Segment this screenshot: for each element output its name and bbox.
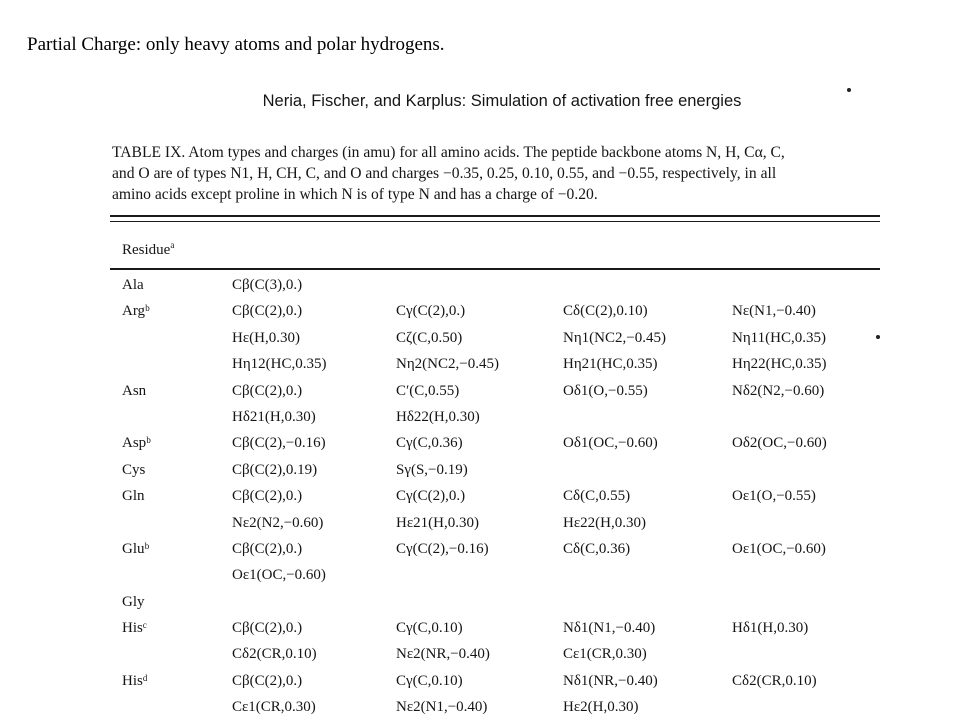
table-row [100,541,900,567]
residue-name: Argᵇ [122,303,150,320]
table-top-rule-thin [110,221,880,222]
atom-charge-cell: Cε1(CR,0.30) [232,699,316,716]
atom-charge-cell: Cγ(C(2),−0.16) [396,540,489,557]
atom-charge-cell: Nη2(NC2,−0.45) [396,356,499,373]
atom-charge-cell: Cβ(C(2),0.19) [232,461,318,478]
atom-charge-cell: Hε2(H,0.30) [563,699,639,716]
table-row [100,488,900,514]
table-caption [112,142,882,205]
atom-charge-cell: Oε1(O,−0.55) [732,488,816,505]
caption-line: TABLE IX. Atom types and charges (in amu) for all amino acids. The peptide backbone atoms N, H, Cα, C, [112,144,785,161]
atom-charge-cell: Oδ1(OC,−0.60) [563,435,658,452]
scan-speck [847,88,851,92]
atom-charge-cell: Hδ22(H,0.30) [396,408,480,425]
table-row [100,409,900,435]
table-row [100,594,900,620]
atom-charge-cell: Cβ(C(3),0.) [232,277,303,293]
atom-charge-cell: Hη22(HC,0.35) [732,356,827,373]
table-row [100,277,900,303]
atom-charge-cell: Nη1(NC2,−0.45) [563,329,666,346]
atom-charge-cell: Nε2(N1,−0.40) [396,699,488,716]
atom-charge-cell: Cβ(C(2),0.) [232,303,303,320]
atom-charge-cell: Nδ2(N2,−0.60) [732,382,825,399]
atom-charge-cell: Oδ1(O,−0.55) [563,382,648,399]
atom-charge-cell: Oε1(OC,−0.60) [232,567,326,584]
table-row [100,646,900,672]
residue-name: Gly [122,593,145,610]
atom-charge-cell: Oε1(OC,−0.60) [732,540,826,557]
atom-charge-cell: Cβ(C(2),0.) [232,540,303,557]
caption-line: amino acids except proline in which N is of type N and has a charge of −0.20. [112,186,598,203]
atom-charge-cell: Nε2(N2,−0.60) [232,514,324,531]
residue-name: Aspᵇ [122,435,151,452]
atom-charge-cell: Cδ(C,0.55) [563,488,631,505]
atom-charge-cell: Oδ2(OC,−0.60) [732,435,827,452]
atom-charge-cell: Hη21(HC,0.35) [563,356,658,373]
table-row [100,356,900,382]
table-row [100,515,900,541]
atom-charge-cell: Cβ(C(2),−0.16) [232,435,326,452]
residue-column-header: Residue$^a$ [122,240,175,258]
atom-charge-cell: C′(C,0.55) [396,382,460,399]
atom-charge-cell: Sγ(S,−0.19) [396,461,468,478]
slide-title: Partial Charge: only heavy atoms and polar hydrogens. [27,34,445,55]
atom-charge-cell: Hδ1(H,0.30) [732,620,809,637]
atom-charge-cell: Hδ21(H,0.30) [232,408,316,425]
table-top-rule [110,215,880,217]
atom-charge-cell: Cδ(C(2),0.10) [563,303,648,320]
atom-charge-cell: Nδ1(NR,−0.40) [563,672,658,689]
atom-charge-cell: Cγ(C,0.10) [396,672,463,689]
atom-charge-cell: Cζ(C,0.50) [396,329,463,346]
atom-charge-cell: Cβ(C(2),0.) [232,620,303,637]
atom-charge-cell: Hε(H,0.30) [232,329,300,346]
atom-charge-cell: Cγ(C,0.10) [396,620,463,637]
table-row [100,462,900,488]
atom-charge-cell: Cγ(C(2),0.) [396,488,466,505]
table-row [100,620,900,646]
atom-charge-cell: Cγ(C,0.36) [396,435,463,452]
atom-charge-cell: Cβ(C(2),0.) [232,382,303,399]
residue-name: Gln [122,488,145,505]
residue-name: Gluᵇ [122,540,150,557]
atom-charge-cell: Hε21(H,0.30) [396,514,479,531]
residue-name: Cys [122,461,146,478]
atom-charge-cell: Nε2(NR,−0.40) [396,646,490,663]
residue-name: Ala [122,277,144,293]
header-rule [110,268,880,270]
atom-charge-cell: Cδ2(CR,0.10) [232,646,317,663]
table-body [100,277,900,726]
table-row [100,435,900,461]
atom-charge-cell: Cδ2(CR,0.10) [732,672,817,689]
atom-charge-cell: Hη12(HC,0.35) [232,356,327,373]
table-row [100,699,900,725]
table-row [100,330,900,356]
caption-line: and O are of types N1, H, CH, C, and O and charges −0.35, 0.25, 0.10, 0.55, and −0.55, respectively, in all [112,165,777,182]
residue-name: Hisᵈ [122,672,148,689]
atom-charge-cell: Cβ(C(2),0.) [232,672,303,689]
atom-charge-cell: Nε(N1,−0.40) [732,303,816,320]
table-row [100,567,900,593]
table-row [100,383,900,409]
atom-charge-cell: Hε22(H,0.30) [563,514,646,531]
residue-name: Hisᶜ [122,620,147,637]
atom-charge-cell: Cδ(C,0.36) [563,540,631,557]
atom-charge-cell: Cε1(CR,0.30) [563,646,647,663]
atom-charge-cell: Nη11(HC,0.35) [732,329,826,346]
scanned-table-image [100,80,900,720]
table-row [100,303,900,329]
table-row [100,673,900,699]
residue-name: Asn [122,382,147,399]
atom-charge-cell: Nδ1(N1,−0.40) [563,620,656,637]
atom-charge-cell: Cβ(C(2),0.) [232,488,303,505]
atom-charge-cell: Cγ(C(2),0.) [396,303,466,320]
paper-running-header: Neria, Fischer, and Karplus: Simulation of activation free energies [262,92,742,110]
